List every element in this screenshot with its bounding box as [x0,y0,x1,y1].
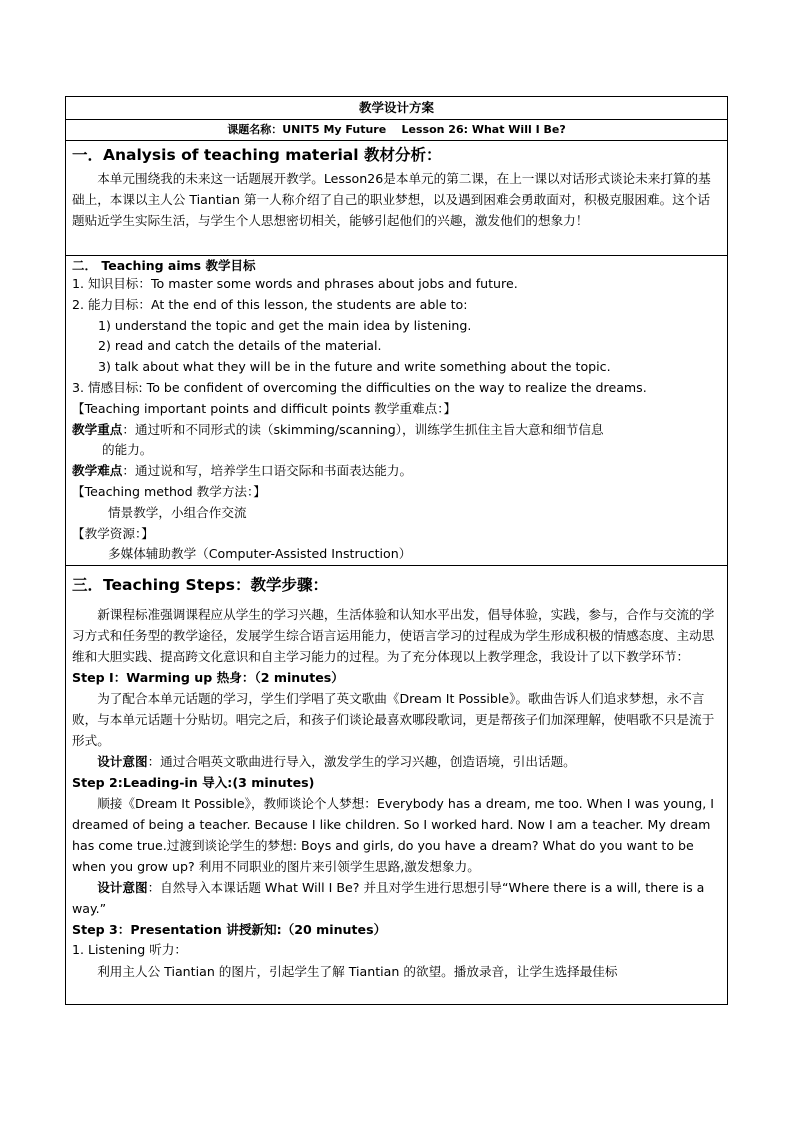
aim-ability-item: 3) talk about what they will be in the future and write something about the topic. [98,359,611,375]
method-text: 情景教学，小组合作交流 [108,504,247,520]
difficult-point [72,461,721,482]
step3-item: 1. Listening 听力： [72,942,188,958]
step2-text: 顺接《Dream It Possible》，教师谈论个人梦想：Everybody has a dream, me too. When I was young, I dreamed of being a teacher. Because I like children. So I worked hard. Now I am a teacher. My dream has come true.过渡到谈论学生的梦想: Boys and girls, do you have a dream? What do you want to be when you grow up? 利用不同职业的图片来引领学生思路,激发想象力。 [72,796,714,875]
points-heading: 【Teaching important points and difficult points 教学重难点：】 [72,400,457,416]
step1-heading: Step I：Warming up 热身：（2 minutes） [72,670,344,686]
teaching-material-section [66,141,728,256]
teaching-aims-section [66,256,728,566]
page-title: 教学设计方案 [66,97,728,120]
step1-text: 为了配合本单元话题的学习，学生们学唱了英文歌曲《Dream It Possible》。歌曲告诉人们追求梦想，永不言败，与本单元话题十分贴切。唱完之后，和孩子们谈论最喜欢哪段歌词，更是帮孩子们加深理解，使唱歌不只是流于形式。 [72,691,715,749]
step3-text: 利用主人公 Tiantian 的图片，引起学生了解 Tiantian 的欲望。播放录音，让学生选择最佳标 [97,963,618,979]
key-point-text: ：通过听和不同形式的读（skimming/scanning），训练学生抓住主旨大意和细节信息 [122,421,604,437]
step1-intent [72,751,721,772]
steps-intro: 新课程标准强调课程应从学生的学习兴趣，生活体验和认知水平出发，倡导体验，实践，参与，合作与交流的学习方式和任务型的教学途径，发展学生综合语言运用能力，使语言学习的过程成为学生形成积极的情感态度、主动思维和大胆实践、提高跨文化意识和自主学习能力的过程。为了充分体现以上教学理念，我设计了以下教学环节： [72,607,715,665]
section-paragraph: 本单元围绕我的未来这一话题展开教学。Lesson26是本单元的第二课，在上一课以对话形式谈论未来打算的基础上，本课以主人公 Tiantian 第一人称介绍了自己的职业梦想，以及遇到困难会勇敢面对，积极克服困难。这个话题贴近学生实际生活，与学生个人思想密切相关，能够引起他们的兴趣，激发他们的想象力！ [72,171,711,228]
key-point-cont: 的能力。 [102,442,153,458]
section-heading: 一．Analysis of teaching material 教材分析： [72,146,442,164]
method-heading: 【Teaching method 教学方法：】 [72,483,266,499]
section-heading: 三．Teaching Steps：教学步骤： [72,576,328,595]
lesson-subtitle: 课题名称：UNIT5 My Future Lesson 26: What Will I Be? [66,120,728,141]
key-point [72,420,721,441]
aim-emotion: 3. 情感目标: To be confident of overcoming the difficulties on the way to realize the dreams. [72,379,647,395]
step2-intent [72,877,721,919]
teaching-steps-section [66,566,728,1005]
step3-heading: Step 3：Presentation 讲授新知:（20 minutes） [72,922,387,938]
aim-ability-item: 1) understand the topic and get the main idea by listening. [98,317,472,333]
aim-ability: 2. 能力目标：At the end of this lesson, the students are able to: [72,296,468,312]
intent-label: 设计意图 [97,880,148,896]
key-point-label: 教学重点 [72,421,123,437]
aim-knowledge: 1. 知识目标：To master some words and phrases about jobs and future. [72,276,518,291]
difficult-point-label: 教学难点 [72,463,123,479]
resource-text: 多媒体辅助教学（Computer-Assisted Instruction） [108,546,412,562]
difficult-point-text: ：通过说和写，培养学生口语交际和书面表达能力。 [122,463,413,479]
aim-ability-item: 2) read and catch the details of the material. [98,338,382,354]
lesson-plan-table [65,96,728,1005]
intent-text: ：自然导入本课话题 What Will I Be? 并且对学生进行思想引导“Where there is a will, there is a way.” [72,880,705,917]
resource-heading: 【教学资源：】 [72,525,154,541]
section-heading: 二． Teaching aims 教学目标 [72,258,256,273]
intent-text: ：通过合唱英文歌曲进行导入，激发学生的学习兴趣，创造语境，引出话题。 [147,754,576,770]
step2-heading: Step 2:Leading-in 导入:(3 minutes) [72,775,315,791]
document-page [65,96,728,1005]
intent-label: 设计意图 [97,754,148,770]
